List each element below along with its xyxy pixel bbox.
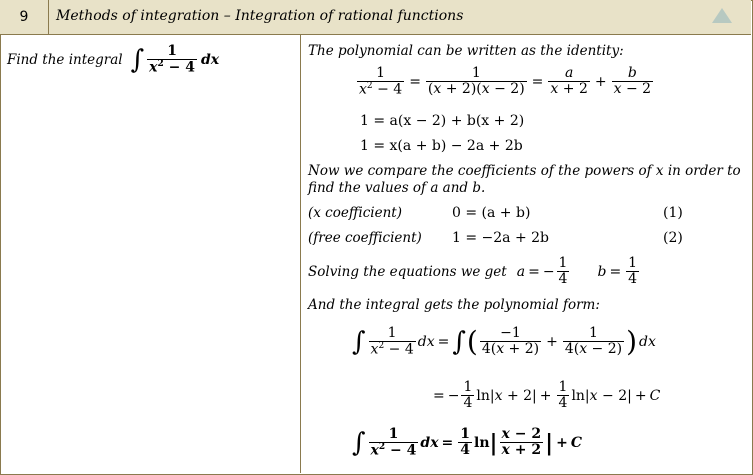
- step2-equation: 1 = x(a + b) − 2a + 2b: [360, 138, 523, 154]
- eq1-label: (x coefficient): [308, 205, 402, 221]
- eq2-number: (2): [663, 230, 683, 246]
- final-result: ∫ $\frac{1}{x^2 - 4}$ dx = $\frac{1}{4}$ ln | $\frac{x - 2}{x + 2}$ | + C: [352, 426, 583, 459]
- column-divider: [300, 35, 301, 473]
- eq2-label: (free coefficient): [308, 230, 422, 246]
- compare-text-line1: Now we compare the coefficients of the powers of x in order to: [308, 163, 741, 179]
- solving-text: Solving the equations we get: [308, 263, 507, 280]
- question: [7, 44, 219, 76]
- integral-intro: And the integral gets the polynomial form:: [308, 297, 600, 313]
- question-dx: dx: [201, 51, 220, 68]
- question-prefix: Find the integral: [7, 51, 123, 68]
- eq1-number: (1): [663, 205, 683, 221]
- problem-title: Methods of integration – Integration of rational functions: [56, 8, 464, 24]
- step1-equation: 1 = a(x − 2) + b(x + 2): [360, 113, 525, 129]
- log-result: = − $\frac{1}{4}$ ln|x + 2| + $\frac{1}{4}$ ln|x − 2| + C: [433, 379, 661, 411]
- compare-text-line2: find the values of a and b.: [308, 180, 486, 196]
- eq2: 1 = −2a + 2b: [452, 230, 550, 246]
- solution-values: Solving the equations we get a = − $\frac{1}{4}$ b = $\frac{1}{4}$: [308, 255, 638, 287]
- problem-number: 9: [0, 0, 49, 34]
- integral-sign: ∫: [130, 44, 145, 75]
- question-fraction: $\frac{1}{x^2 - 4}$: [149, 43, 196, 76]
- identity-equation: $\frac{1}{x^2 - 4}$ = $\frac{1}{(x + 2)(x - 2)}$ = $\frac{a}{x + 2}$ + $\frac{b}{x - 2}$: [359, 65, 652, 98]
- eq1: 0 = (a + b): [452, 205, 531, 221]
- integral-decomposition: ∫ $\frac{1}{x^2 - 4}$ dx = ∫ ( $\frac{-1}{4(x + 2)}$ + $\frac{1}{4(x - 2)}$ ) dx: [352, 324, 656, 358]
- solution-intro: The polynomial can be written as the identity:: [308, 43, 624, 59]
- triangle-up-icon[interactable]: [712, 8, 732, 23]
- header-row: [0, 0, 751, 35]
